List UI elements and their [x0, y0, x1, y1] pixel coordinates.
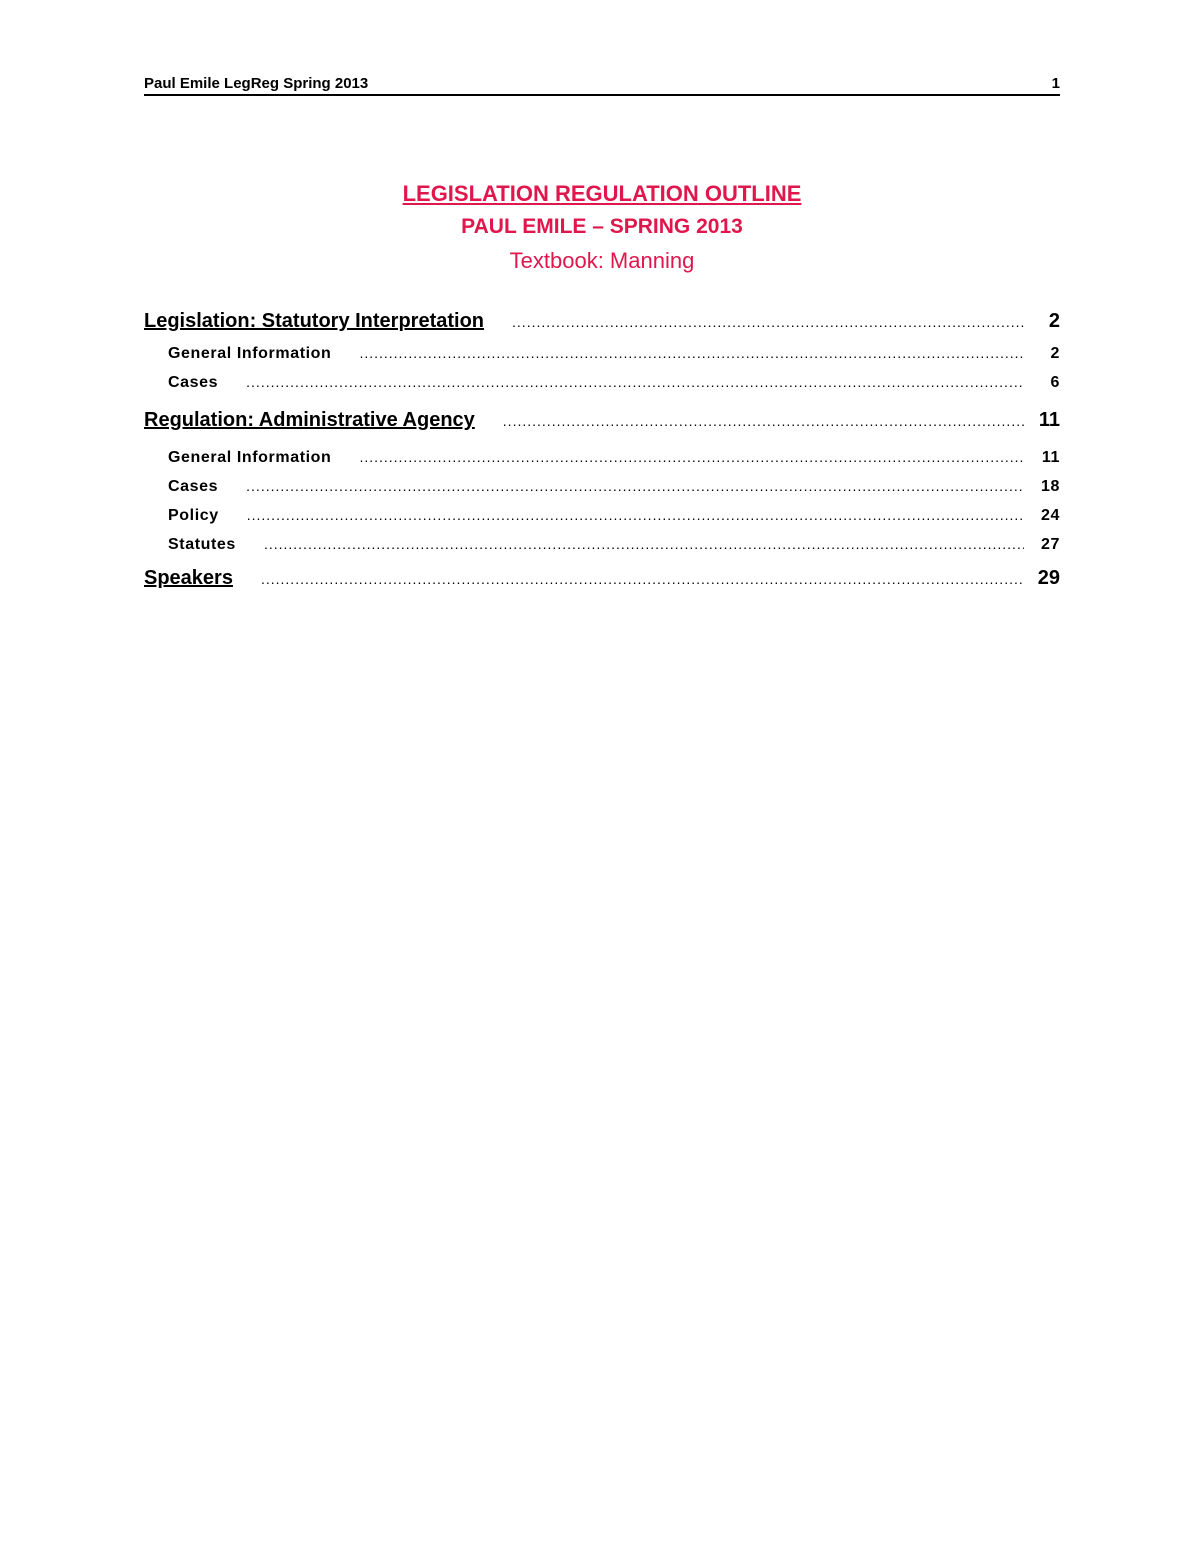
table-of-contents [144, 310, 1060, 601]
toc-entry-page: 2 [1050, 345, 1060, 362]
header-title: Paul Emile LegReg Spring 2013 [144, 75, 369, 92]
toc-entry-label: Legislation: Statutory Interpretation [144, 310, 485, 332]
toc-entry-legislation-cases[interactable] [144, 374, 1060, 403]
toc-entry-label: General Information [168, 449, 332, 466]
toc-entry-regulation-general-information[interactable] [144, 449, 1060, 478]
toc-entry-label: Statutes [168, 536, 236, 553]
dot-leader [261, 571, 1024, 587]
toc-entry-regulation-statutes[interactable] [144, 536, 1060, 565]
header-page-number: 1 [1051, 75, 1060, 92]
dot-leader [264, 536, 1024, 552]
toc-entry-label: Speakers [144, 567, 233, 589]
toc-entry-label: Policy [168, 507, 219, 524]
title-block [144, 178, 1060, 278]
dot-leader [503, 413, 1024, 429]
toc-entry-label: Regulation: Administrative Agency [144, 409, 475, 431]
document-title: LEGISLATION REGULATION OUTLINE [402, 181, 802, 206]
toc-entry-page: 11 [1041, 449, 1060, 466]
textbook-line: Textbook: Manning [509, 248, 695, 273]
toc-entry-page: 6 [1050, 374, 1060, 391]
toc-entry-regulation-policy[interactable] [144, 507, 1060, 536]
dot-leader [246, 478, 1024, 494]
toc-entry-label: Cases [168, 374, 219, 391]
toc-entry-regulation-cases[interactable] [144, 478, 1060, 507]
dot-leader [247, 507, 1024, 523]
toc-entry-page: 18 [1041, 478, 1060, 495]
toc-entry-speakers[interactable] [144, 567, 1060, 601]
toc-entry-page: 2 [1048, 310, 1060, 332]
toc-entry-legislation[interactable] [144, 310, 1060, 344]
document-subtitle: PAUL EMILE – SPRING 2013 [461, 215, 743, 238]
dot-leader [359, 345, 1024, 361]
running-header [144, 74, 1060, 96]
toc-entry-page: 11 [1038, 409, 1060, 431]
dot-leader [359, 449, 1024, 465]
toc-entry-page: 24 [1041, 507, 1060, 524]
toc-entry-label: General Information [168, 345, 332, 362]
toc-entry-legislation-general-information[interactable] [144, 345, 1060, 374]
toc-entry-regulation[interactable] [144, 409, 1060, 443]
dot-leader [512, 314, 1024, 330]
toc-entry-label: Cases [168, 478, 219, 495]
dot-leader [246, 374, 1024, 390]
toc-entry-page: 27 [1041, 536, 1060, 553]
toc-entry-page: 29 [1037, 567, 1060, 589]
